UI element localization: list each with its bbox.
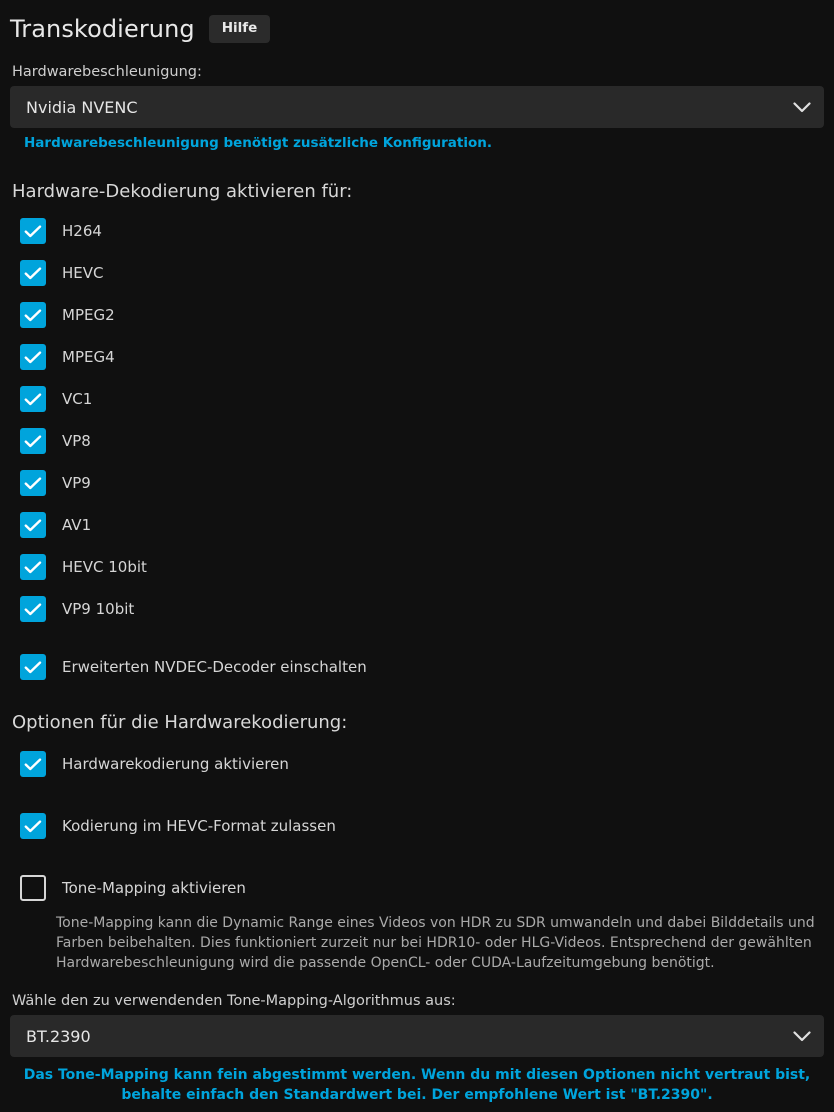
hwaccel-label: Hardwarebeschleunigung: [12,64,202,80]
checkbox-row-allow-hevc-encoding[interactable] [10,811,824,841]
checkbox-row-hevc-10bit[interactable] [10,552,824,582]
page-title: Transkodierung [10,14,195,43]
checkbox-row-enhanced-nvdec[interactable] [10,652,824,682]
checkbox-label: MPEG2 [62,306,115,324]
checkbox-label: MPEG4 [62,348,115,366]
checkbox-row-vc1[interactable] [10,384,824,414]
checkbox-label: Hardwarekodierung aktivieren [62,755,289,773]
hwaccel-selected-value: Nvidia NVENC [26,97,138,117]
checkbox-row-mpeg2[interactable] [10,300,824,330]
checkbox-checked-icon[interactable] [20,344,46,370]
checkbox-label: AV1 [62,516,92,534]
hwaccel-select[interactable] [10,86,824,128]
checkbox-label: Erweiterten NVDEC-Decoder einschalten [62,658,367,676]
checkbox-row-enable-tone-mapping[interactable] [10,873,824,903]
checkbox-unchecked-icon[interactable] [20,875,46,901]
tone-mapping-help-text: Tone-Mapping kann die Dynamic Range eines Videos von HDR zu SDR umwandeln und dabei Bilddetails und Farben beibehalten. Dies funktioniert zurzeit nur bei HDR10- oder HLG-Videos. Entsprechend der gewählten Hardwarebeschleunigung wird die passende OpenCL- oder CUDA-Laufzeitumgebung benötigt. [56,915,815,971]
tone-algo-note: Das Tone-Mapping kann fein abgestimmt werden. Wenn du mit diesen Optionen nicht vertraut bist, behalte einfach den Standardwert bei. Der empfohlene Wert ist "BT.2390". [23,1067,811,1103]
checkbox-label: VP8 [62,432,91,450]
checkbox-row-enable-hw-encoding[interactable] [10,749,824,779]
decoding-codec-list [10,216,824,624]
checkbox-checked-icon[interactable] [20,554,46,580]
checkbox-checked-icon[interactable] [20,813,46,839]
checkbox-label: Tone-Mapping aktivieren [62,879,246,897]
decoding-section-header: Hardware-Dekodierung aktivieren für: [12,181,353,202]
checkbox-row-h264[interactable] [10,216,824,246]
checkbox-label: Kodierung im HEVC-Format zulassen [62,817,336,835]
encoding-section-header: Optionen für die Hardwarekodierung: [12,712,348,733]
checkbox-checked-icon[interactable] [20,260,46,286]
checkbox-checked-icon[interactable] [20,654,46,680]
page-header [10,0,824,48]
checkbox-checked-icon[interactable] [20,428,46,454]
chevron-down-icon [780,102,824,113]
checkbox-row-vp9[interactable] [10,468,824,498]
checkbox-checked-icon[interactable] [20,470,46,496]
checkbox-row-vp8[interactable] [10,426,824,456]
checkbox-checked-icon[interactable] [20,512,46,538]
checkbox-row-av1[interactable] [10,510,824,540]
checkbox-checked-icon[interactable] [20,596,46,622]
checkbox-row-vp9-10bit[interactable] [10,594,824,624]
checkbox-checked-icon[interactable] [20,751,46,777]
checkbox-checked-icon[interactable] [20,386,46,412]
checkbox-row-mpeg4[interactable] [10,342,824,372]
checkbox-checked-icon[interactable] [20,218,46,244]
checkbox-label: VC1 [62,390,93,408]
hwaccel-config-note: Hardwarebeschleunigung benötigt zusätzliche Konfiguration. [24,135,492,151]
help-button[interactable]: Hilfe [209,15,271,44]
checkbox-row-hevc[interactable] [10,258,824,288]
tone-algo-select[interactable] [10,1015,824,1057]
checkbox-label: H264 [62,222,102,240]
checkbox-checked-icon[interactable] [20,302,46,328]
tone-algo-label: Wähle den zu verwendenden Tone-Mapping-Algorithmus aus: [12,993,456,1009]
checkbox-label: VP9 [62,474,91,492]
chevron-down-icon [780,1031,824,1042]
tone-algo-selected-value: BT.2390 [26,1026,91,1046]
checkbox-label: VP9 10bit [62,600,135,618]
checkbox-label: HEVC [62,264,104,282]
checkbox-label: HEVC 10bit [62,558,147,576]
